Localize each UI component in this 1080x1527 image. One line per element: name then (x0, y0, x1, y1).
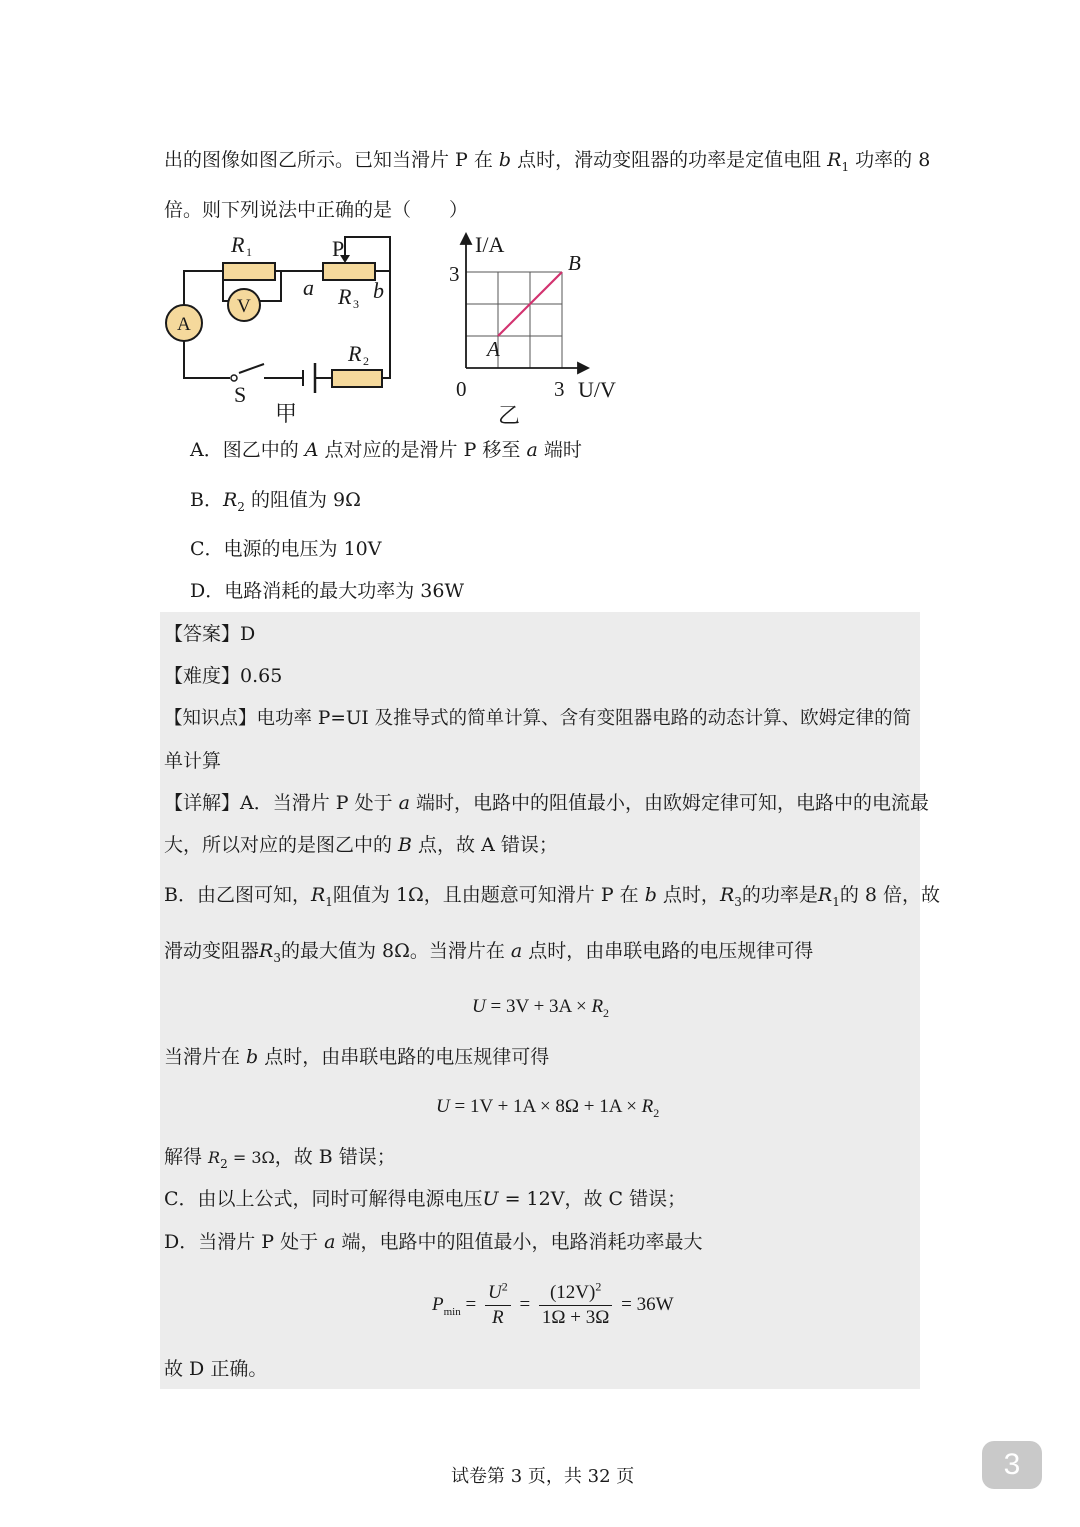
label-r3-sub: 3 (353, 297, 359, 311)
option-d: D．电路消耗的最大功率为 36W (190, 580, 464, 602)
knowledge-line-1: 【知识点】电功率 P=UI 及推导式的简单计算、含有变阻器电路的动态计算、欧姆定律的简 (164, 708, 912, 729)
origin-label: 0 (456, 377, 467, 401)
y-axis-arrow (461, 234, 471, 244)
equation-1: $U = 3V + 3A \times R_2$ (472, 996, 610, 1020)
question-line-2: 倍。则下列说法中正确的是（ ） (164, 199, 469, 221)
y-tick-label: 3 (449, 262, 460, 286)
page-number-badge[interactable]: 3 (982, 1441, 1042, 1489)
label-r2: R (348, 341, 362, 366)
detail-b-line-1: B．由乙图可知，$R_1$阻值为 1Ω，且由题意可知滑片 P 在 b 点时，$R_3$的功率是$R_1$的 8 倍，故 (164, 884, 941, 909)
equation-2: $U = 1V + 1A \times 8\Omega + 1A \times R_2$ (436, 1096, 660, 1120)
label-r1: R (231, 232, 245, 257)
x-axis-label: U/V (578, 377, 616, 402)
option-a: A．图乙中的 A 点对应的是滑片 P 移至 a 端时 (190, 439, 582, 461)
label-voltmeter: V (237, 296, 251, 317)
page-footer: 试卷第 3 页，共 32 页 (451, 1466, 635, 1487)
label-b: b (373, 278, 384, 303)
rheostat-r3 (323, 263, 375, 280)
answer-line: 【答案】D (164, 623, 256, 645)
circuit-caption: 甲 (275, 401, 298, 426)
detail-d-line-1: D．当滑片 P 处于 a 端，电路中的阻值最小，电路消耗功率最大 (164, 1231, 703, 1253)
label-ammeter: A (177, 314, 191, 335)
detail-b-line-2: 滑动变阻器$R_3$的最大值为 8Ω。当滑片在 a 点时，由串联电路的电压规律可得 (164, 940, 814, 965)
option-c: C．电源的电压为 10V (190, 538, 382, 560)
iu-graph (440, 228, 640, 433)
label-r2-sub: 2 (363, 354, 369, 368)
option-b: B．$R_2$ 的阻值为 9Ω (190, 489, 361, 514)
resistor-r2 (332, 370, 382, 387)
detail-c-line: C．由以上公式，同时可解得电源电压U = 12V，故 C 错误； (164, 1188, 687, 1210)
label-s: S (234, 382, 247, 407)
graph-caption: 乙 (498, 403, 521, 428)
y-axis-label: I/A (475, 232, 505, 257)
label-r3: R (338, 284, 352, 309)
switch-pivot (231, 375, 237, 381)
detail-b-line-4: 解得 $R_2 = 3\Omega$，故 B 错误； (164, 1146, 396, 1171)
fraction-1: $\frac{U^2}{R}$ (485, 1281, 511, 1330)
detail-a-line-2: 大，所以对应的是图乙中的 B 点，故 A 错误； (164, 834, 558, 856)
point-label-a: A (487, 337, 500, 361)
resistor-r1 (223, 263, 275, 280)
equation-3: $P_{min}$ = $\frac{U^2}{R}$ = $\frac{(12V)^2}{1\Omega + 3\Omega}$ = 36W (432, 1279, 674, 1329)
detail-a-line-1: 【详解】A．当滑片 P 处于 a 端时，电路中的阻值最小，由欧姆定律可知，电路中的电流最 (164, 792, 929, 814)
knowledge-line-2: 单计算 (164, 750, 222, 772)
label-p: P (332, 236, 345, 261)
point-label-b: B (568, 251, 581, 275)
fraction-2: $\frac{(12V)^2}{1\Omega + 3\Omega}$ (539, 1281, 612, 1330)
detail-b-line-3: 当滑片在 b 点时，由串联电路的电压规律可得 (164, 1046, 550, 1068)
conclusion-line: 故 D 正确。 (164, 1358, 268, 1380)
question-line-1: 出的图像如图乙所示。已知当滑片 P 在 b 点时，滑动变阻器的功率是定值电阻 $R_1$ 功率的 8 (164, 149, 931, 174)
difficulty-line: 【难度】0.65 (164, 665, 283, 687)
x-tick-label: 3 (554, 377, 565, 401)
label-r1-sub: 1 (246, 245, 252, 259)
x-axis-arrow (578, 363, 588, 373)
battery (303, 363, 315, 393)
circuit-diagram (155, 225, 415, 435)
label-a: a (303, 275, 314, 300)
